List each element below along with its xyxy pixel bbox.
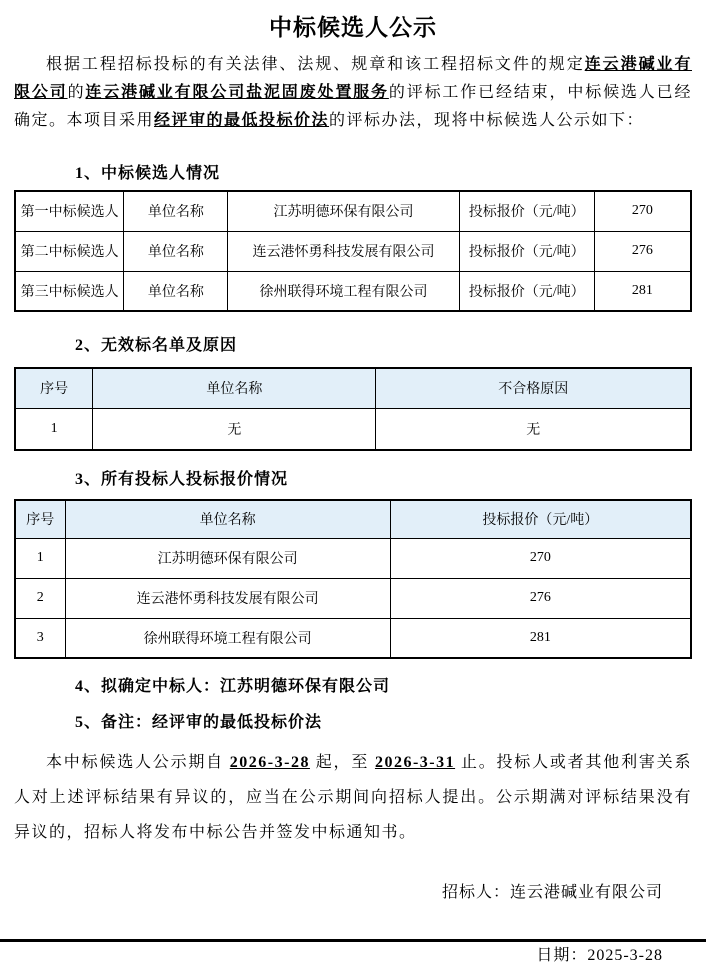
- announcement-document: [0, 9, 706, 965]
- row-number: 1: [15, 538, 65, 578]
- row-number: 1: [15, 408, 93, 450]
- unit-name: 连云港怀勇科技发展有限公司: [65, 578, 390, 618]
- intro-paragraph: [14, 51, 692, 135]
- table-row: [15, 231, 691, 271]
- unit-name: 江苏明德环保有限公司: [65, 538, 390, 578]
- unit-name: 江苏明德环保有限公司: [228, 191, 459, 231]
- intro-text-2: 的: [67, 84, 86, 101]
- price-label: 投标报价（元/吨）: [459, 231, 594, 271]
- table-row: [15, 191, 691, 231]
- price-label: 投标报价（元/吨）: [459, 191, 594, 231]
- table-header-row: [15, 368, 691, 408]
- tenderer-signature: 招标人：连云港碱业有限公司: [441, 884, 663, 901]
- unit-name-label: 单位名称: [124, 271, 228, 311]
- column-header-no: 序号: [15, 500, 65, 538]
- intro-text-4: 的评标办法，现将中标候选人公示如下：: [329, 112, 645, 129]
- price-value: 281: [594, 271, 691, 311]
- unit-name: 无: [93, 408, 376, 450]
- table-row: [15, 578, 691, 618]
- candidate-rank: 第二中标候选人: [15, 231, 124, 271]
- section1-heading: 1、中标候选人情况: [75, 165, 221, 182]
- intro-emphasis-project: 连云港碱业有限公司盐泥固废处置服务: [85, 84, 389, 101]
- unit-name-label: 单位名称: [124, 231, 228, 271]
- column-header-price: 投标报价（元/吨）: [390, 500, 691, 538]
- column-header-no: 序号: [15, 368, 93, 408]
- column-header-reason: 不合格原因: [376, 368, 691, 408]
- unit-name: 徐州联得环境工程有限公司: [228, 271, 459, 311]
- section5-heading: 5、备注：经评审的最低投标价法: [75, 714, 323, 731]
- intro-text-3: 的评标工作已经结束，中标候选人已经确定。本项目采用: [14, 84, 692, 129]
- publicity-start-date: 2026-3-28: [229, 754, 310, 771]
- table-row: [15, 618, 691, 658]
- price-value: 276: [390, 578, 691, 618]
- price-value: 276: [594, 231, 691, 271]
- price-value: 281: [390, 618, 691, 658]
- unit-name-label: 单位名称: [124, 191, 228, 231]
- price-value: 270: [594, 191, 691, 231]
- section4-heading: 4、拟确定中标人：江苏明德环保有限公司: [75, 678, 391, 695]
- row-number: 2: [15, 578, 65, 618]
- unit-name: 徐州联得环境工程有限公司: [65, 618, 390, 658]
- intro-text-1: 根据工程招标投标的有关法律、法规、规章和该工程招标文件的规定: [46, 56, 585, 73]
- announcement-date: 日期：2025-3-28: [536, 947, 663, 964]
- all-bidders-table: [14, 499, 692, 659]
- intro-emphasis-bidder: 连云港碱业有限公司: [14, 56, 692, 101]
- intro-emphasis-method: 经评审的最低投标价法: [154, 112, 330, 129]
- winner-candidates-table: [14, 190, 692, 312]
- table-row: [15, 408, 691, 450]
- table-row: [15, 538, 691, 578]
- row-number: 3: [15, 618, 65, 658]
- table-header-row: [15, 500, 691, 538]
- section2-heading: 2、无效标名单及原因: [75, 337, 238, 354]
- section3-heading: 3、所有投标人投标报价情况: [75, 471, 289, 488]
- column-header-unit: 单位名称: [93, 368, 376, 408]
- publicity-end-date: 2026-3-31: [374, 754, 456, 771]
- reject-reason: 无: [376, 408, 691, 450]
- table-row: [15, 271, 691, 311]
- unit-name: 连云港怀勇科技发展有限公司: [228, 231, 459, 271]
- closing-text-1: 本中标候选人公示期自: [46, 754, 230, 771]
- page-bottom-border: [0, 939, 706, 942]
- closing-text-2: 起，至: [309, 754, 375, 771]
- invalid-bids-table: [14, 367, 692, 451]
- column-header-unit: 单位名称: [65, 500, 390, 538]
- page-title: 中标候选人公示: [269, 14, 437, 40]
- price-value: 270: [390, 538, 691, 578]
- price-label: 投标报价（元/吨）: [459, 271, 594, 311]
- candidate-rank: 第一中标候选人: [15, 191, 124, 231]
- candidate-rank: 第三中标候选人: [15, 271, 124, 311]
- closing-paragraph: [14, 745, 692, 850]
- closing-text-3: 止。投标人或者其他利害关系人对上述评标结果有异议的，应当在公示期间向招标人提出。公示期满对评标结果没有异议的，招标人将发布中标公告并签发中标通知书。: [14, 754, 692, 841]
